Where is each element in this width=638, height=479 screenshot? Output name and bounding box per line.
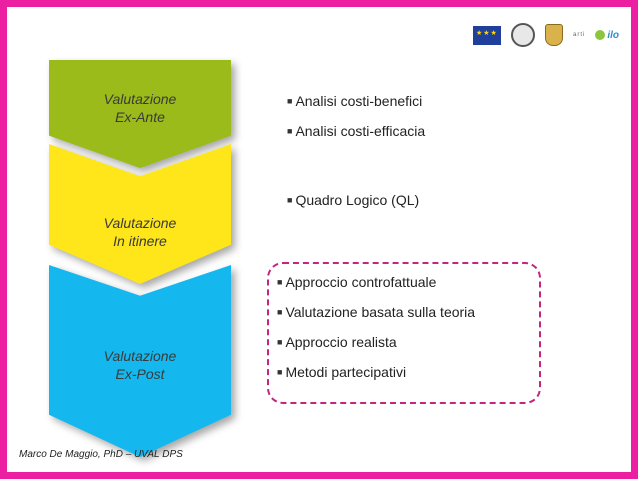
city-crest-logo xyxy=(545,24,563,46)
ilo-dot-icon xyxy=(595,30,605,40)
eu-flag-icon xyxy=(473,26,501,45)
chevron-in-itinere-label: Valutazione In itinere xyxy=(103,215,177,249)
arti-logo-text: arti xyxy=(572,32,586,38)
crest-icon xyxy=(545,24,563,46)
list-item: ■ Approccio controfattuale xyxy=(277,267,475,297)
ex-ante-list xyxy=(287,86,425,146)
list-item: ■ Quadro Logico (QL) xyxy=(287,185,419,215)
list-item: ■ Valutazione basata sulla teoria xyxy=(277,297,475,327)
chevron-ex-post-label: Valutazione Ex-Post xyxy=(103,348,177,382)
chevron-in-itinere xyxy=(49,144,231,284)
footer-author: Marco De Maggio, PhD – UVAL DPS xyxy=(19,449,183,460)
logo-strip xyxy=(473,17,619,53)
in-itinere-list xyxy=(287,185,419,215)
chevron-ex-post xyxy=(49,265,231,457)
ex-post-list xyxy=(277,267,475,387)
list-item: ■ Analisi costi-efficacia xyxy=(287,116,425,146)
list-item: ■ Approccio realista xyxy=(277,327,475,357)
eu-flag-logo xyxy=(473,26,501,45)
list-item: ■ Analisi costi-benefici xyxy=(287,86,425,116)
list-item: ■ Metodi partecipativi xyxy=(277,357,475,387)
arti-logo xyxy=(573,32,585,38)
chevron-ex-ante-label: Valutazione Ex-Ante xyxy=(103,91,177,125)
government-emblem-logo xyxy=(511,23,535,47)
ilo-logo-text: ilo xyxy=(607,29,619,41)
emblem-icon xyxy=(511,23,535,47)
ilo-logo xyxy=(595,30,619,41)
slide xyxy=(7,7,631,472)
